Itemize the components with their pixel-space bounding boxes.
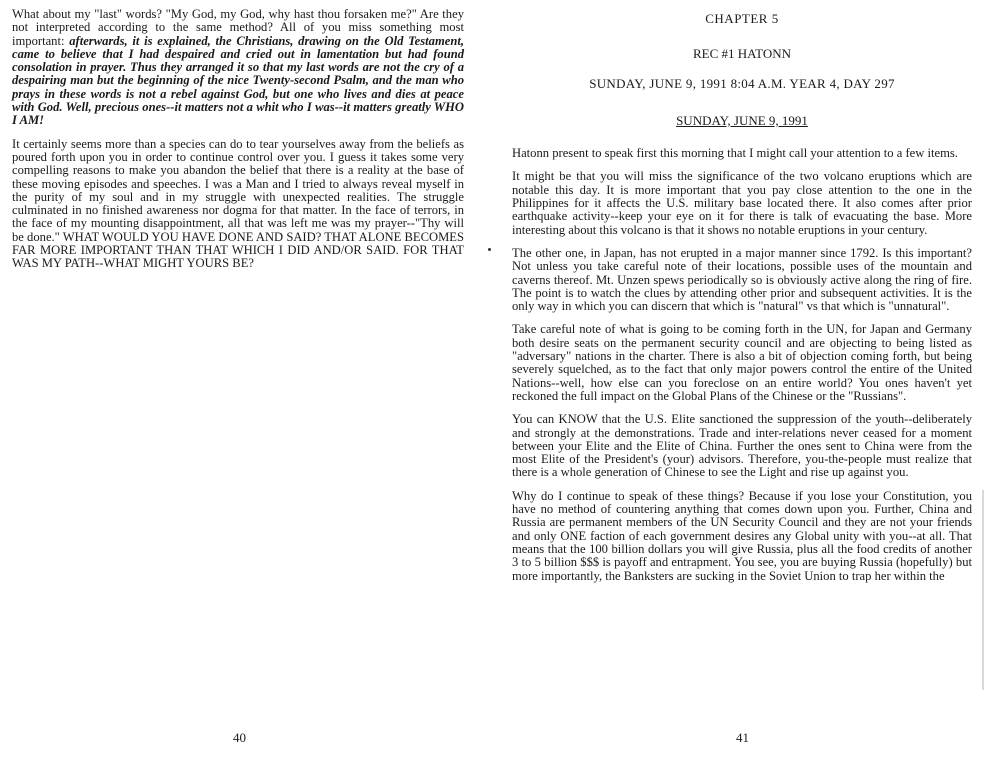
left-text-column <box>12 8 464 281</box>
left-page-number: 40 <box>233 730 246 745</box>
right-paragraph-3: The other one, in Japan, has not erupted in a major manner since 1792. Is this important? Not unless you take careful note of their locations, possible uses of the mountain and caverns thereof. Mt. Unzen spews periodically so is obviously active along the ring of fire. The point is to watch the clues by attending other prior and subsequent activities. It is the only way in which you can discern that which is "natural" vs that which is "unnatural". <box>512 245 972 314</box>
date-heading: SUNDAY, JUNE 9, 1991 <box>676 112 808 128</box>
right-paragraph-6: Why do I continue to speak of these things? Because if you lose your Constitution, you have no method of countering anything that comes down upon you. Further, China and Russia are permanent members of the UN Security Council and they are not your friends and only ONE faction of each government desires any Global unity with you--at all. That means that the 100 billion dollars you will give Russia, plus all the food credits of another 3 to 5 billion $$$ is payoff and entrapment. You see, you are buying Russia (hopefully) but more importantly, the Banksters are sucking in the Soviet Union to trap her within the <box>512 488 972 583</box>
right-page-number: 41 <box>736 730 749 745</box>
left-paragraph-2: It certainly seems more than a species can do to tear yourselves away from the beliefs as poured forth upon you in order to continue control over you. I guess it takes some very compelling reasons to make you abandon the belief that there is a reality at the base of these moving episodes and speeches. I was a Man and I tried to always reveal myself in the purity of my soul and in my struggle with unexpected realities. The struggle culminated in no finished awareness nor dogma for that matter. In the face of terrors, in the face of my mounting disappointment, all that was left me was my prayer--"Thy will be done." WHAT WOULD YOU HAVE DONE AND SAID? THAT ALONE BECOMES FAR MORE IMPORTANT THAN THAT WHICH I DID AND/OR SAID. FOR THAT WAS MY PATH--WHAT MIGHT YOURS BE? <box>12 136 464 271</box>
right-paragraph-1: Hatonn present to speak first this morning that I might call your attention to a few items. <box>512 146 958 161</box>
left-paragraph-1 <box>12 8 464 128</box>
date-time-line: SUNDAY, JUNE 9, 1991 8:04 A.M. YEAR 4, DAY 297 <box>589 75 895 91</box>
gutter-dot <box>488 248 491 251</box>
left-paragraph-1-intro: What about my "last" words? "My God, my God, why hast thou forsaken me?" Are they not interpreted according to the same method? All of you miss something most important: <box>12 7 464 48</box>
right-text-column <box>512 8 972 583</box>
recording-heading: REC #1 HATONN <box>693 46 791 62</box>
right-paragraph-2: It might be that you will miss the significance of the two volcano eruptions which are notable this day. It is more important that you pay close attention to the one in the Philippines for it affects the U.S. military base located there. It also comes after prior earthquake activity--keep your eye on it for there is talk of evacuating the base. More interesting about this volcano is that it shows no notable eruptions in your century. <box>512 169 972 237</box>
right-paragraph-5: You can KNOW that the U.S. Elite sanctioned the suppression of the youth--deliberately and strongly at the demonstrations. Trade and inter-relations never ceased for a moment between your Elite and the Elite of China. Further the ones sent to China were from the most Elite of the President's (your) advisors. Therefore, you-the-people must realize that there is a whole generation of Chinese to see the Light and rise up against you. <box>512 412 972 480</box>
chapter-heading: CHAPTER 5 <box>705 11 779 26</box>
right-page <box>492 0 984 758</box>
right-paragraph-4: Take careful note of what is going to be coming forth in the UN, for Japan and Germany both desire seats on the permanent security council and are objecting to being listed as "adversary" nations in the charter. There is also a bit of objection coming forth, but being severely squelched, as to the fact that only major powers control the entire of the United Nations--well, how else can you foreclose on an entire world? You ones haven't yet reckoned the full impact on the Global Plans of the Chinese or the "Russians". <box>512 322 972 403</box>
left-paragraph-1-italic: afterwards, it is explained, the Christians, drawing on the Old Testament, came to believe that I had despaired and cried out in lamentation but had found consolation in prayer. Thus they arranged it so that my last words are not the cry of a despairing man but the beginning of the nice Twenty-second Psalm, and the man who prays in these words is not a rebel against God, but one who lives and dies at peace with God. Well, precious ones--it matters not a whit who I was--it matters greatly WHO I AM! <box>12 33 464 128</box>
